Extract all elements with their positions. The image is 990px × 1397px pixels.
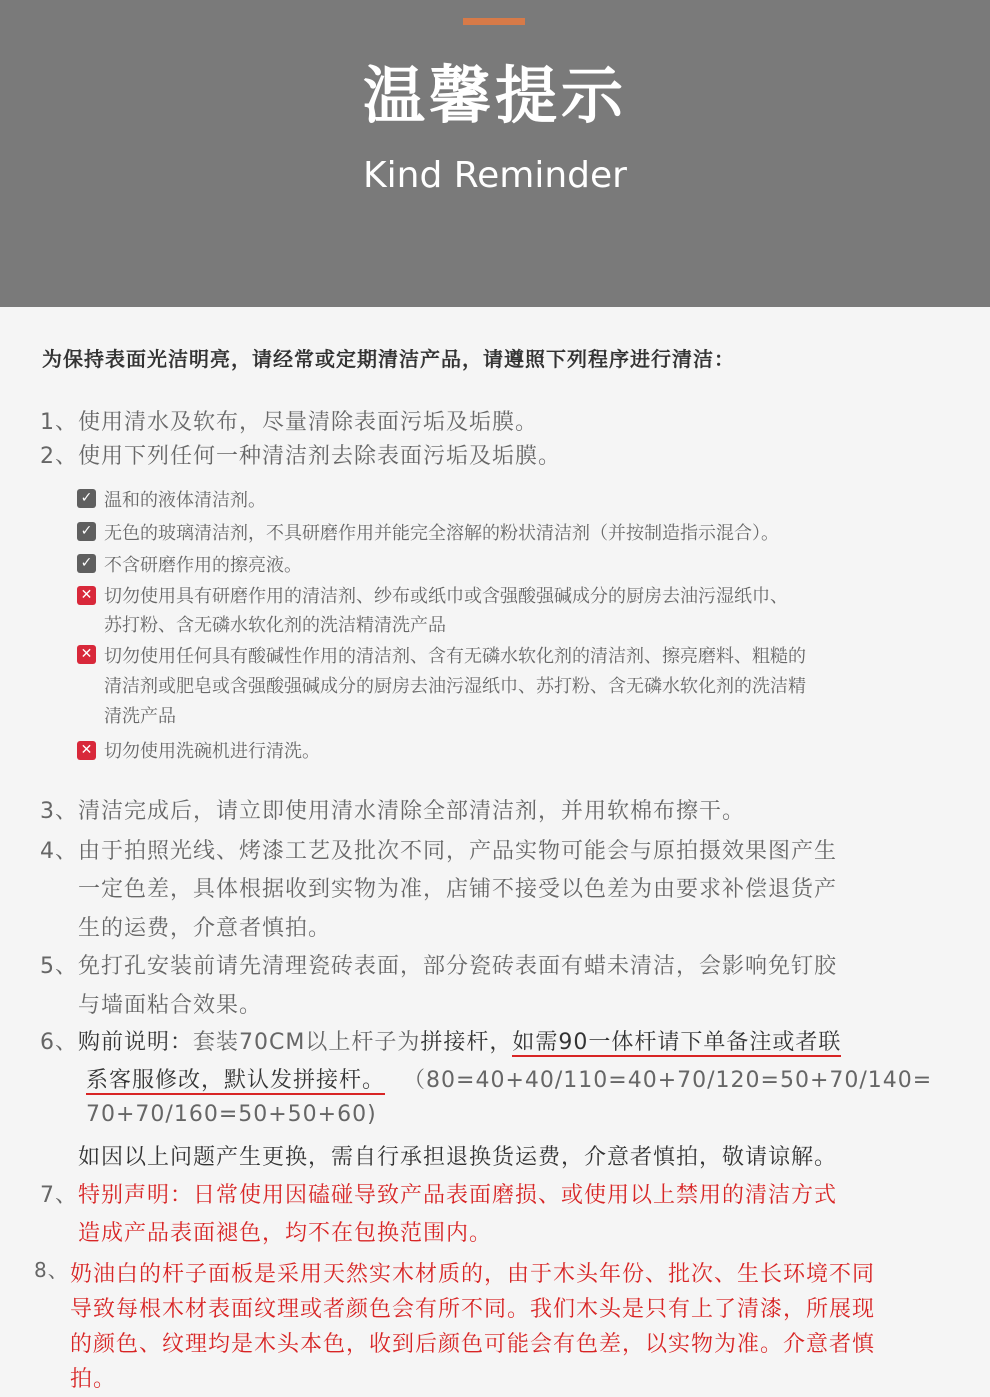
header-banner [0, 0, 990, 307]
sub-item-5-line-2: 清洁剂或肥皂或含强酸强碱成分的厨房去油污湿纸巾、苏打粉、含无磷水软化剂的洗洁精 [104, 676, 806, 697]
check-icon: ✓ [77, 554, 96, 573]
step-7-text: 特别声明：日常使用因磕碰导致产品表面磨损、或使用以上禁用的清洁方式 [78, 1183, 838, 1208]
sub-item-4-line-1: 切勿使用具有研磨作用的清洁剂、纱布或纸巾或含强酸强碱成分的厨房去油污湿纸巾、 [104, 586, 788, 607]
check-icon: ✓ [77, 489, 96, 508]
content-area [0, 307, 990, 1397]
sub-item-5-line-1: 切勿使用任何具有酸碱性作用的清洁剂、含有无磷水软化剂的清洁剂、擦亮磨料、粗糙的 [104, 646, 806, 667]
step-8-line-1: 奶油白的杆子面板是采用天然实木材质的，由于木头年份、批次、生长环境不同 [70, 1262, 876, 1287]
sub-item-6: 切勿使用洗碗机进行清洗。 [104, 741, 320, 762]
step-8-number: 8、 [34, 1258, 69, 1282]
step-8-line-3: 的颜色、纹理均是木头本色，收到后颜色可能会有色差，以实物为准。介意者慎 [70, 1332, 876, 1357]
step-7-number: 7、 [40, 1183, 78, 1208]
sub-item-4-line-2: 苏打粉、含无磷水软化剂的洗洁精清洗产品 [104, 615, 446, 636]
step-6-number: 6、 [40, 1030, 78, 1055]
step-6-part-3: 如需90一体杆请下单备注或者联 [512, 1030, 842, 1055]
page-subtitle: Kind Reminder [363, 155, 627, 196]
step-6-part-1: 套装70CM以上杆子为 [193, 1030, 421, 1055]
step-3: 3、清洁完成后，请立即使用清水清除全部清洁剂，并用软棉布擦干。 [40, 799, 745, 824]
cross-icon: ✕ [77, 586, 96, 605]
step-6-line-1 [40, 1025, 841, 1056]
intro-text: 为保持表面光洁明亮，请经常或定期清洁产品，请遵照下列程序进行清洁： [42, 347, 735, 371]
step-6-label: 购前说明： [78, 1030, 194, 1055]
step-6-line-4: 如因以上问题产生更换，需自行承担退换货运费，介意者慎拍，敬请谅解。 [78, 1145, 838, 1170]
step-2: 2、使用下列任何一种清洁剂去除表面污垢及垢膜。 [40, 444, 561, 469]
sub-item-5-line-3: 清洗产品 [104, 706, 176, 727]
sub-item-3: 不含研磨作用的擦亮液。 [104, 555, 302, 576]
step-1: 1、使用清水及软布，尽量清除表面污垢及垢膜。 [40, 410, 538, 435]
step-4-line-1: 4、由于拍照光线、烤漆工艺及批次不同，产品实物可能会与原拍摄效果图产生 [40, 839, 837, 864]
step-5-line-2: 与墙面粘合效果。 [78, 993, 263, 1018]
step-8-line-4: 拍。 [70, 1367, 117, 1392]
step-6-line-2 [86, 1063, 932, 1094]
cross-icon: ✕ [77, 645, 96, 664]
step-6-line-3: 70+70/160=50+50+60) [86, 1102, 377, 1127]
step-4-line-2: 一定色差，具体根据收到实物为准，店铺不接受以色差为由要求补偿退货产 [78, 877, 838, 902]
accent-bar [463, 18, 525, 25]
step-7-line-1 [40, 1178, 837, 1209]
sub-item-2: 无色的玻璃清洁剂，不具研磨作用并能完全溶解的粉状清洁剂（并按制造指示混合）。 [104, 523, 779, 544]
step-5-line-1: 5、免打孔安装前请先清理瓷砖表面，部分瓷砖表面有蜡未清洁，会影响免钉胶 [40, 954, 837, 979]
step-7-line-2: 造成产品表面褪色，均不在包换范围内。 [78, 1221, 493, 1246]
step-6-part-2: 拼接杆， [420, 1030, 513, 1055]
step-4-line-3: 生的运费，介意者慎拍。 [78, 916, 332, 941]
page-title: 温馨提示 [362, 59, 627, 132]
check-icon: ✓ [77, 522, 96, 541]
sub-item-1: 温和的液体清洁剂。 [104, 490, 266, 511]
step-6-part-5: （80=40+40/110=40+70/120=50+70/140= [403, 1068, 933, 1093]
step-6-part-4: 系客服修改，默认发拼接杆。 [86, 1068, 386, 1093]
cross-icon: ✕ [77, 741, 96, 760]
step-8-line-2: 导致每根木材表面纹理或者颜色会有所不同。我们木头是只有上了清漆，所展现 [70, 1297, 876, 1322]
